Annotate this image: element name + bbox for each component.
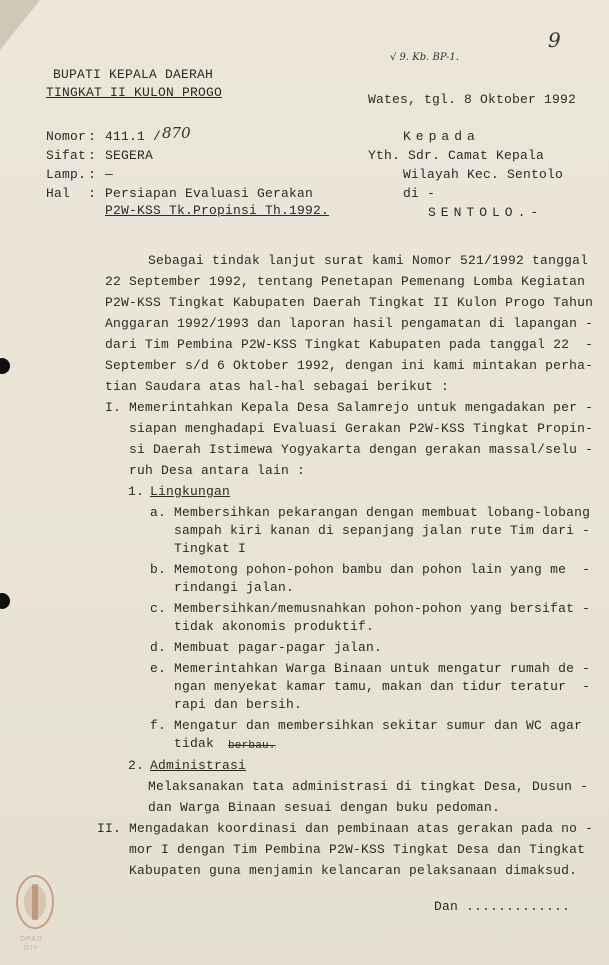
section-1-line: siapan menghadapi Evaluasi Gerakan P2W-KSS Tingkat Propin- — [105, 421, 594, 436]
punch-hole-bottom — [0, 593, 10, 609]
item-e-line: rapi dan bersih. — [150, 697, 303, 712]
sub-1-number: 1. — [128, 484, 145, 499]
lamp-value: — — [105, 167, 114, 182]
addressee-line-3: di - — [403, 186, 436, 201]
header-line-1: BUPATI KEPALA DAERAH — [53, 67, 214, 82]
colon: : — [88, 186, 97, 201]
date-line: Wates, tgl. 8 Oktober 1992 — [368, 92, 577, 107]
colon: : — [88, 167, 97, 182]
item-c-line: c. Membersihkan/memusnahkan pohon-pohon yang bersifat - — [150, 601, 591, 616]
addressee-line-2: Wilayah Kec. Sentolo — [403, 167, 564, 182]
nomor-label: Nomor — [46, 129, 87, 144]
kepada: Kepada — [403, 129, 480, 144]
addressee-city: SENTOLO.- — [428, 205, 544, 220]
intro-line: tian Saudara atas hal-hal sebagai berikut : — [105, 379, 450, 394]
page-number: 9 — [548, 28, 561, 52]
header-line-2: TINGKAT II KULON PROGO — [46, 85, 223, 100]
archive-seal-icon — [14, 872, 56, 932]
item-a-line: Tingkat I — [150, 541, 247, 556]
watermark-text: DPAD DIY — [20, 936, 43, 952]
item-c-line: tidak akonomis produktif. — [150, 619, 375, 634]
handwritten-annotation: √ 9. Kb. BP-1. — [390, 52, 459, 63]
item-a-line: a. Membersihkan pekarangan dengan membuat lobang-lobang — [150, 505, 591, 520]
lamp-label: Lamp. — [46, 167, 87, 182]
intro-line: P2W-KSS Tingkat Kabupaten Daerah Tingkat II Kulon Progo Tahun — [105, 295, 594, 310]
sifat-value: SEGERA — [105, 148, 154, 163]
section-2-line: mor I dengan Tim Pembina P2W-KSS Tingkat Desa dan Tingkat — [97, 842, 586, 857]
item-a-line: sampah kiri kanan di sepanjang jalan rute Tim dari - — [150, 523, 591, 538]
colon: : — [88, 129, 97, 144]
intro-line: dari Tim Pembina P2W-KSS Tingkat Kabupaten pada tanggal 22 - — [105, 337, 594, 352]
hal-value-1: Persiapan Evaluasi Gerakan — [105, 186, 314, 201]
intro-line: Anggaran 1992/1993 dan laporan hasil pengamatan di lapangan - — [105, 316, 594, 331]
hal-label: Hal — [46, 186, 71, 201]
intro-line: 22 September 1992, tentang Penetapan Pemenang Lomba Kegiatan — [105, 274, 586, 289]
colon: : — [88, 148, 97, 163]
sub-2-line: Melaksanakan tata administrasi di tingkat Desa, Dusun - — [148, 779, 589, 794]
item-f-line: f. Mengatur dan membersihkan sekitar sumur dan WC agar — [150, 718, 583, 733]
sub-2-title: Administrasi — [150, 758, 247, 773]
sub-2-number: 2. — [128, 758, 145, 773]
item-b-line: rindangi jalan. — [150, 580, 295, 595]
intro-line: Sebagai tindak lanjut surat kami Nomor 521/1992 tanggal — [148, 253, 589, 268]
nomor-handwritten: 870 — [162, 124, 191, 142]
sub-2-line: dan Warga Binaan sesuai dengan buku pedoman. — [148, 800, 501, 815]
section-2-line: Kabupaten guna menjamin kelancaran pelaksanaan dimaksud. — [97, 863, 578, 878]
nomor-value: 411.1 / — [105, 129, 162, 144]
item-d-line: d. Membuat pagar-pagar jalan. — [150, 640, 383, 655]
item-e-line: ngan menyekat kamar tamu, makan dan tidur teratur - — [150, 679, 591, 694]
item-e-line: e. Memerintahkan Warga Binaan untuk mengatur rumah de - — [150, 661, 591, 676]
item-b-line: b. Memotong pohon-pohon bambu dan pohon lain yang me - — [150, 562, 591, 577]
addressee-line-1: Yth. Sdr. Camat Kepala — [368, 148, 545, 163]
punch-hole-top — [0, 358, 10, 374]
folded-corner — [0, 0, 40, 50]
item-f-line: tidak — [150, 736, 215, 751]
continuation: Dan ............. — [434, 899, 571, 914]
hal-value-2: P2W-KSS Tk.Propinsi Th.1992. — [105, 203, 330, 218]
sifat-label: Sifat — [46, 148, 87, 163]
intro-line: September s/d 6 Oktober 1992, dengan ini kami mintakan perha- — [105, 358, 594, 373]
item-f-strikethrough: berbau. — [228, 740, 276, 752]
section-1-line: I. Memerintahkan Kepala Desa Salamrejo untuk mengadakan per - — [105, 400, 594, 415]
section-1-line: ruh Desa antara lain : — [105, 463, 306, 478]
sub-1-title: Lingkungan — [150, 484, 231, 499]
section-2-line: II. Mengadakan koordinasi dan pembinaan atas gerakan pada no - — [97, 821, 594, 836]
section-1-line: si Daerah Istimewa Yogyakarta dengan gerakan massal/selu - — [105, 442, 594, 457]
